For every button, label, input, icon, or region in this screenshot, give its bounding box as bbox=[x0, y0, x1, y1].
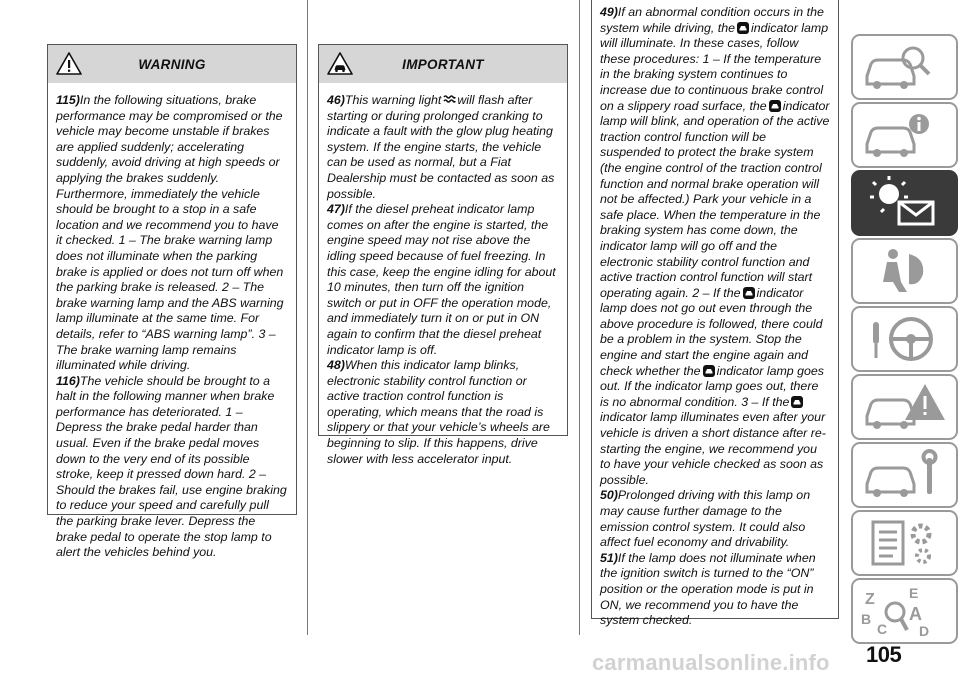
note-46: 46)This warning light will flash after starting or during prolonged cranking to indicate a fault with the glow plug heating system. If the engine starts, the vehicle can be used as normal, but a Fiat Dealership must be contacted as soon as possible. bbox=[327, 93, 555, 201]
warning-triangle-icon bbox=[56, 51, 82, 77]
tab-safety[interactable] bbox=[851, 238, 958, 304]
warning-title: WARNING bbox=[138, 56, 206, 72]
airbag-safety-icon bbox=[853, 240, 956, 302]
tab-warning-lights-and-messages[interactable] bbox=[851, 170, 958, 236]
note-49: 49)If an abnormal condition occurs in the system while driving, the indicator lamp will illuminate. In these cases, follow these procedures: 1 – If the temperature in the braking system continues to increase due to continuous brake control on a slippery road surface, the indicator lamp will blink, and operation of the active traction control function will be suspended to protect the brake system (the engine control of the traction control function and normal brake operation will not be affected.) Park your vehicle in a safe place. When the temperature in the braking system has come down, the indicator lamp will go off and the electronic stability control function and active traction control function will start operating again. 2 – If the indicator lamp does not go out even through the above procedure is followed, there could be a problem in the system. Stop the engine and start the engine again and check whether the indicator lamp goes out. If the indicator lamp goes out, there is no abnormal condition. 3 – If theindicator lamp illuminates even after your vehicle is driven a short distance after re-starting the engine, we recommend you to have your vehicle checked as soon as possible. bbox=[600, 5, 830, 487]
important-header bbox=[319, 45, 567, 83]
note-116: 116)The vehicle should be brought to a halt in the following manner when brake performance has deteriorated. 1 – Depress the brake pedal harder than usual. Even if the brake pedal moves down to the very end of its possible stroke, keep it pressed down hard. 2 – Should the brakes fail, use engine braking to reduce your speed and carefully pull the parking brake lever. Depress the brake pedal to operate the stop lamp to alert the vehicles behind you. bbox=[56, 373, 287, 560]
svg-text:B: B bbox=[861, 611, 872, 627]
svg-text:E: E bbox=[909, 585, 919, 601]
tab-servicing-and-maintenance[interactable] bbox=[851, 442, 958, 508]
note-47: 47)If the diesel preheat indicator lamp comes on after the engine is started, the engine speed may not rise above the idling speed because of fuel freezing. In this case, keep the engine idling for about 10 minutes, then turn off the ignition switch or put in OFF the operation mode, and immediately turn it on or put in ON again to confirm that the diesel preheat indicator lamp is off. bbox=[327, 202, 556, 357]
note-51: 51)If the lamp does not illuminate when the ignition switch is turned to the “ON” position or the operation mode is put in ON, we recommend you to have the system checked. bbox=[600, 550, 816, 628]
glow-plug-icon bbox=[442, 93, 456, 107]
tab-index[interactable] bbox=[851, 578, 958, 644]
svg-text:D: D bbox=[919, 623, 930, 639]
specifications-gear-icon bbox=[853, 512, 956, 574]
important-car-triangle-icon bbox=[327, 51, 353, 77]
tab-starting-and-driving[interactable] bbox=[851, 306, 958, 372]
svg-text:C: C bbox=[877, 621, 888, 637]
stability-control-icon bbox=[768, 99, 782, 113]
steering-wheel-key-icon bbox=[853, 308, 956, 370]
important-body bbox=[319, 83, 567, 475]
important-title: IMPORTANT bbox=[402, 56, 484, 72]
tab-technical-specifications[interactable] bbox=[851, 510, 958, 576]
note-48: 48)When this indicator lamp blinks, electronic stability control function or active traction control function is operating, which means that the road is slippery or that your vehicle’s wheels are beginning to slip. If this happens, drive slower with less accelerator input. bbox=[327, 358, 550, 466]
warning-body bbox=[48, 83, 296, 569]
warning-header bbox=[48, 45, 296, 83]
stability-control-icon bbox=[790, 395, 804, 409]
svg-text:Z: Z bbox=[865, 591, 875, 608]
car-wrench-icon bbox=[853, 444, 956, 506]
important-box bbox=[318, 44, 568, 466]
tab-in-an-emergency[interactable] bbox=[851, 374, 958, 440]
stability-control-icon bbox=[736, 21, 750, 35]
column-divider bbox=[307, 0, 308, 635]
alphabetical-index-icon bbox=[853, 580, 956, 642]
tab-getting-to-know-your-vehicle[interactable] bbox=[851, 34, 958, 100]
continued-body bbox=[592, 0, 838, 637]
note-115: 115)In the following situations, brake performance may be compromised or the vehicle may become unstable if brakes are applied suddenly; accelerating suddenly, avoid driving at high speeds or applying the brakes suddenly. Furthermore, immediately the vehicle should be brought to a stop in a safe location and we recommend you to have it checked. 1 – The brake warning lamp does not illuminate when the parking brake is applied or does not turn off when the parking brake is released. 2 – The brake warning lamp and the ABS warning lamp illuminate at the same time. For details, refer to “ABS warning lamp”. 3 – The brake warning lamp remains illuminated while driving. bbox=[56, 93, 284, 373]
continued-important-box bbox=[591, 0, 839, 628]
svg-text:A: A bbox=[909, 604, 922, 624]
tab-vehicle-info[interactable] bbox=[851, 102, 958, 168]
watermark: carmanualsonline.info bbox=[592, 650, 830, 675]
page-number: 105 bbox=[866, 642, 902, 667]
warning-box bbox=[47, 44, 297, 560]
note-50: 50)Prolonged driving with this lamp on may cause further damage to the emission control system. It could also affect fuel economy and drivability. bbox=[600, 488, 811, 550]
column-divider bbox=[579, 0, 580, 635]
emergency-car-icon bbox=[853, 376, 956, 438]
stability-control-icon bbox=[742, 286, 756, 300]
car-info-icon bbox=[853, 104, 956, 166]
stability-control-icon bbox=[702, 364, 716, 378]
warning-light-message-icon bbox=[853, 172, 956, 234]
car-search-icon bbox=[853, 36, 956, 98]
